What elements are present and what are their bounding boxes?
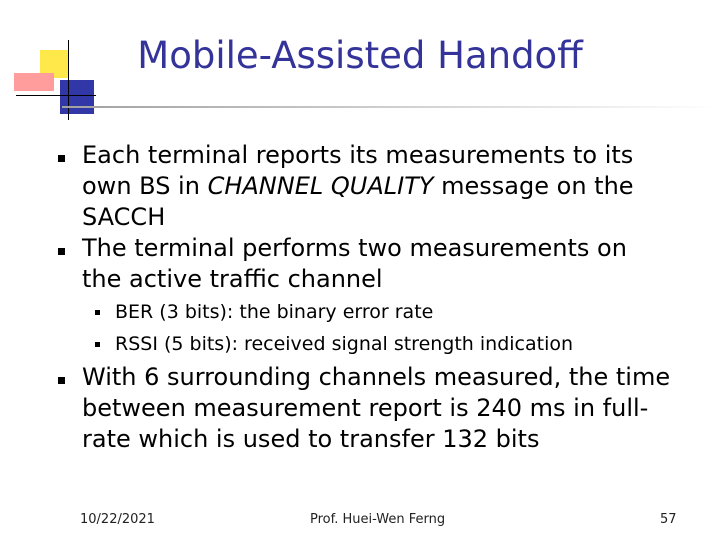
bullet-line — [82, 171, 634, 202]
bullet-line: Each terminal reports its measurements to its — [82, 141, 634, 169]
title-divider — [62, 106, 720, 108]
footer-page-number: 57 — [660, 512, 677, 527]
footer-author: Prof. Huei-Wen Ferng — [310, 512, 446, 527]
slide-logo — [0, 0, 110, 120]
logo-vertical-line — [68, 40, 69, 120]
bullet-marker-icon — [58, 248, 65, 255]
bullet-text-italic: CHANNEL QUALITY — [207, 172, 434, 200]
bullet-line: The terminal performs two measurements on — [82, 234, 627, 262]
bullet-text-segment: message on the — [433, 172, 634, 200]
bullet-text-segment: own BS in — [82, 172, 208, 200]
bullet-line: SACCH — [82, 203, 166, 231]
bullet-marker-icon — [95, 310, 100, 315]
bullet-marker-icon — [58, 377, 65, 384]
footer-date: 10/22/2021 — [80, 512, 155, 527]
bullet-line: rate which is used to transfer 132 bits — [82, 425, 540, 453]
bullet-line: between measurement report is 240 ms in full- — [82, 394, 649, 422]
bullet-line: the active traffic channel — [82, 265, 383, 293]
sub-bullet-line: BER (3 bits): the binary error rate — [115, 301, 434, 323]
logo-blue-square — [60, 80, 94, 114]
logo-horizontal-line — [16, 95, 96, 96]
bullet-marker-icon — [58, 155, 65, 162]
logo-pink-bar — [14, 73, 54, 91]
sub-bullet-line: RSSI (5 bits): received signal strength indication — [115, 333, 574, 355]
bullet-marker-icon — [95, 342, 100, 347]
bullet-line: With 6 surrounding channels measured, the time — [82, 363, 671, 391]
slide-title: Mobile-Assisted Handoff — [137, 34, 583, 77]
